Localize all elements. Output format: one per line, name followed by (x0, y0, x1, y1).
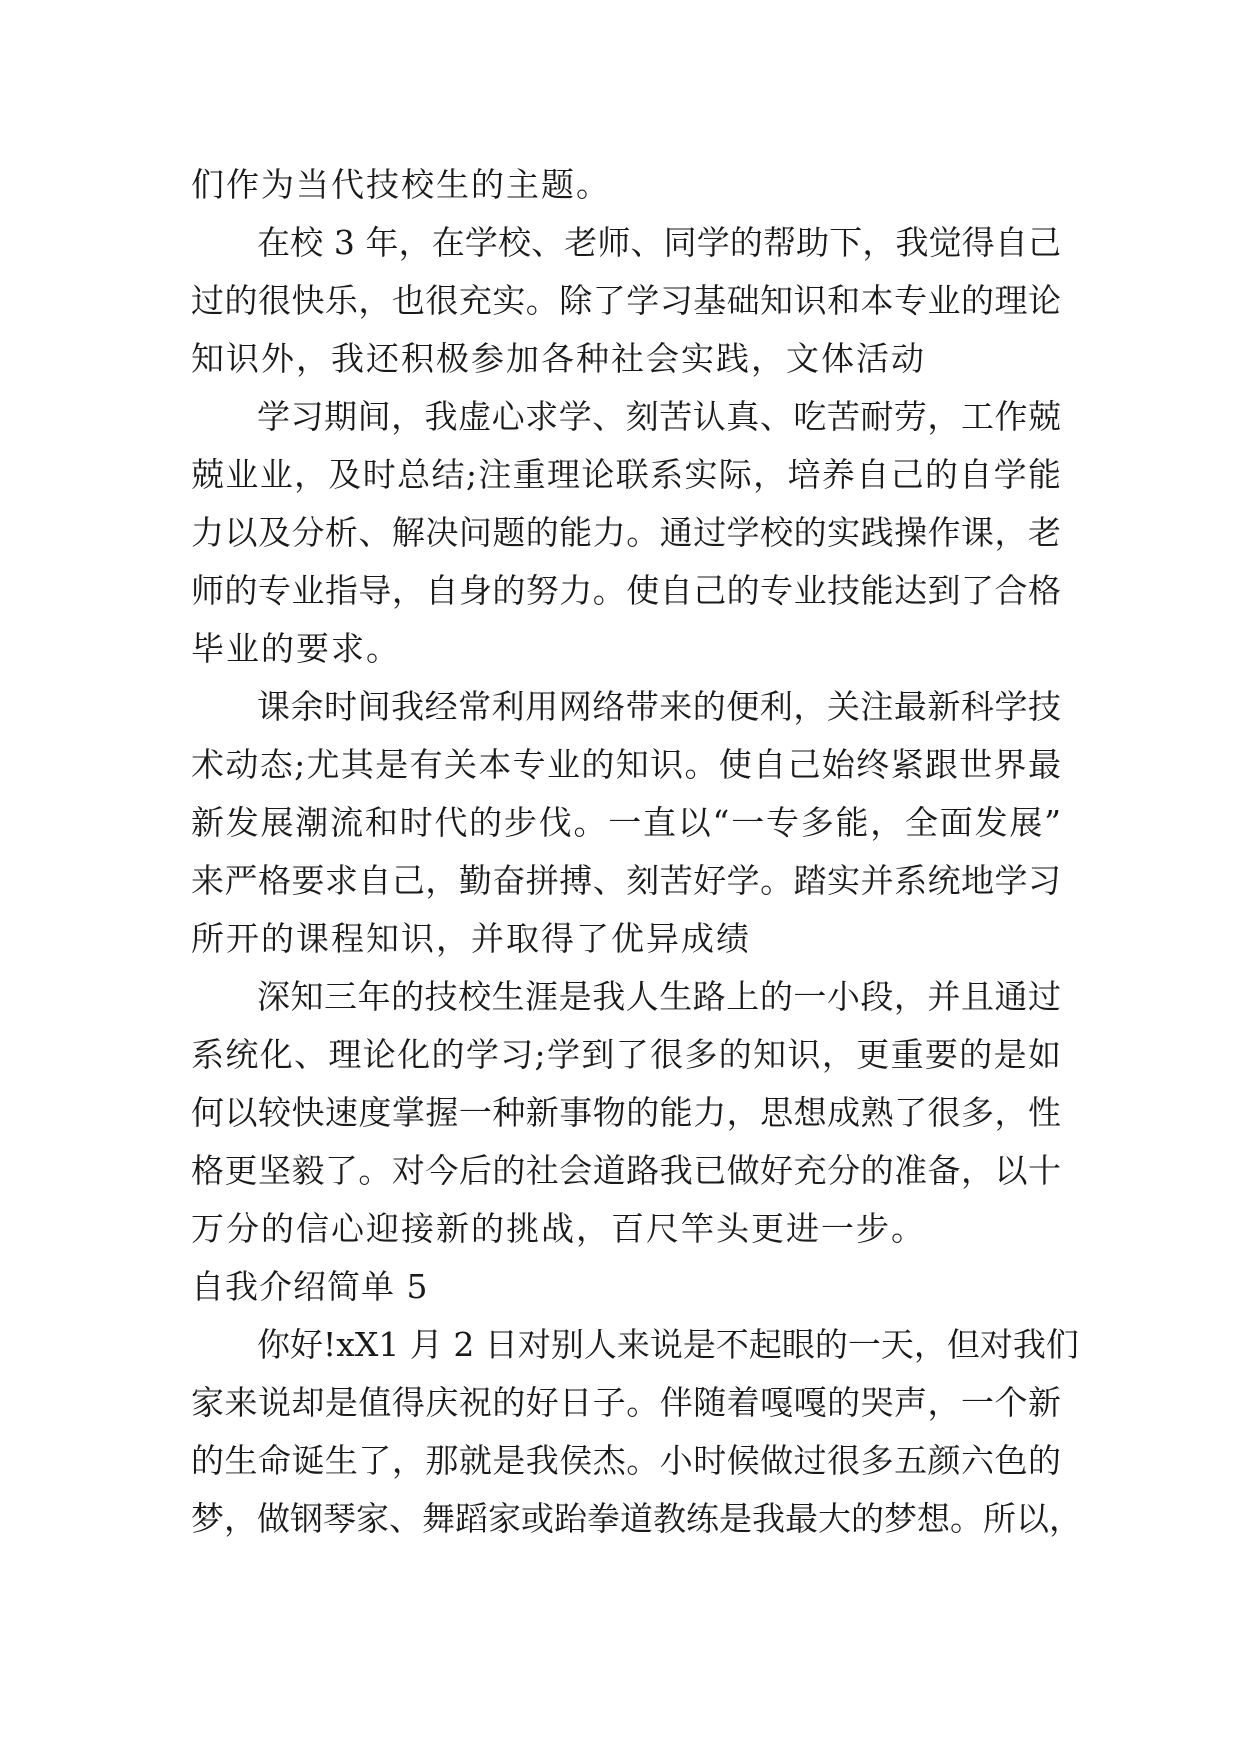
paragraph-line: 你好!xX1 月 2 日对别人来说是不起眼的一天，但对我们 (257, 1325, 1079, 1364)
paragraph-line: 兢业业，及时总结;注重理论联系实际，培养自己的自学能 (191, 455, 1061, 494)
paragraph-line: 术动态;尤其是有关本专业的知识。使自己始终紧跟世界最 (191, 745, 1061, 784)
paragraph-line: 新发展潮流和时代的步伐。一直以“一专多能，全面发展” (191, 803, 1061, 842)
paragraph-line: 深知三年的技校生涯是我人生路上的一小段，并且通过 (257, 977, 1061, 1016)
paragraph-line: 学习期间，我虚心求学、刻苦认真、吃苦耐劳，工作兢 (257, 397, 1061, 436)
paragraph-line: 的生命诞生了，那就是我侯杰。小时候做过很多五颜六色的 (191, 1441, 1061, 1480)
paragraph-line: 所开的课程知识，并取得了优异成绩 (191, 919, 751, 958)
paragraph-line: 师的专业指导，自身的努力。使自己的专业技能达到了合格 (191, 571, 1061, 610)
paragraph-line: 来严格要求自己，勤奋拼搏、刻苦好学。踏实并系统地学习 (191, 861, 1061, 900)
paragraph-line: 家来说却是值得庆祝的好日子。伴随着嘎嘎的哭声，一个新 (191, 1383, 1061, 1422)
paragraph-line: 知识外，我还积极参加各种社会实践，文体活动 (191, 339, 926, 378)
paragraph-line: 在校 3 年，在学校、老师、同学的帮助下，我觉得自己 (257, 223, 1061, 262)
section-heading: 自我介绍简单 5 (191, 1267, 429, 1306)
paragraph-line: 格更坚毅了。对今后的社会道路我已做好充分的准备，以十 (191, 1151, 1061, 1190)
paragraph-line: 何以较快速度掌握一种新事物的能力，思想成熟了很多，性 (191, 1093, 1061, 1132)
paragraph-line: 课余时间我经常利用网络带来的便利，关注最新科学技 (257, 687, 1061, 726)
paragraph-line: 系统化、理论化的学习;学到了很多的知识，更重要的是如 (191, 1035, 1061, 1074)
paragraph-line: 力以及分析、解决问题的能力。通过学校的实践操作课，老 (191, 513, 1061, 552)
paragraph-line: 万分的信心迎接新的挑战，百尺竿头更进一步。 (191, 1209, 926, 1248)
paragraph-line: 过的很快乐，也很充实。除了学习基础知识和本专业的理论 (191, 281, 1061, 320)
paragraph-line: 梦，做钢琴家、舞蹈家或跆拳道教练是我最大的梦想。所以， (191, 1499, 1082, 1538)
paragraph-line: 毕业的要求。 (191, 629, 401, 668)
paragraph-line: 们作为当代技校生的主题。 (191, 165, 611, 204)
